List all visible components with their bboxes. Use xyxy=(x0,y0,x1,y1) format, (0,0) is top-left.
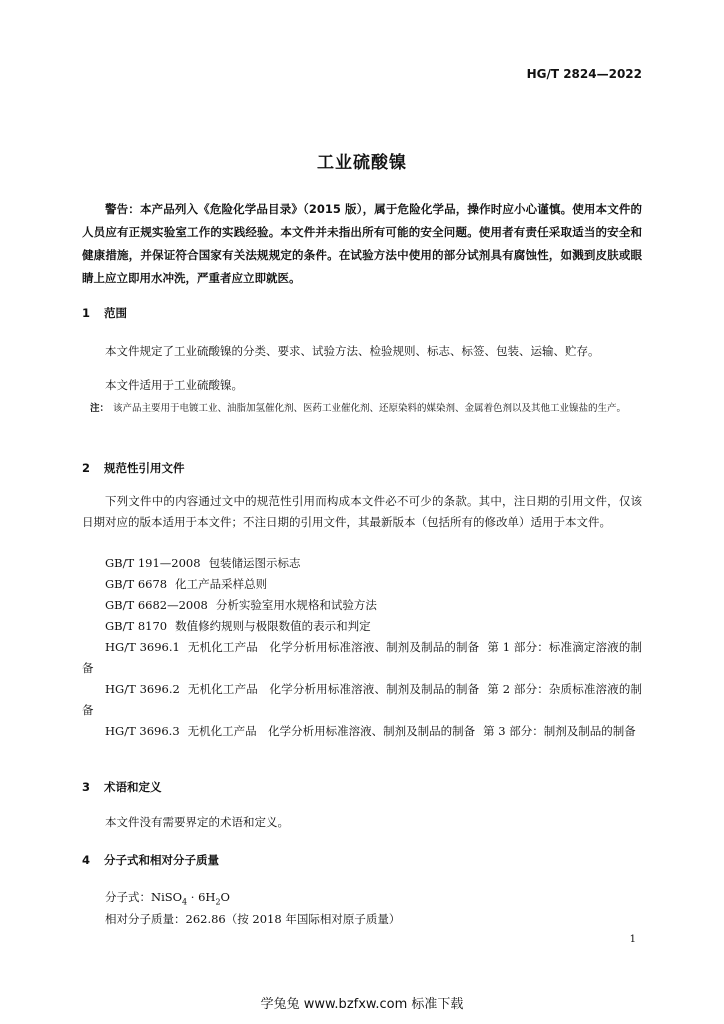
scope-paragraph-2: 本文件适用于工业硫酸镍。 xyxy=(105,378,243,392)
reference-item: GB/T 8170 数值修约规则与极限数值的表示和判定 xyxy=(105,619,371,633)
reference-item: HG/T 3696.2 无机化工产品 化学分析用标准溶液、制剂及制品的制备 第 2 部分：杂质标准溶液的制备 xyxy=(82,682,642,717)
reference-list xyxy=(82,553,642,742)
section-number: 1 xyxy=(82,306,91,320)
standard-code: HG/T 2824—2022 xyxy=(526,67,642,81)
warning-paragraph: 警告：本产品列入《危险化学品目录》（2015 版），属于危险化学品，操作时应小心谨慎。使用本文件的人员应有正规实验室工作的实践经验。本文件并未指出所有可能的安全问题。使用者有责任采取适当的安全和健康措施，并保证符合国家有关法规规定的条件。在试验方法中使用的部分试剂具有腐蚀性，如溅到皮肤或眼睛上应立即用水冲洗，严重者应立即就医。 xyxy=(82,202,642,285)
reference-item: HG/T 3696.3 无机化工产品 化学分析用标准溶液、制剂及制品的制备 第 3 部分：制剂及制品的制备 xyxy=(105,724,636,738)
reference-item: GB/T 191—2008 包装储运图示标志 xyxy=(105,556,301,570)
section-title: 分子式和相对分子质量 xyxy=(104,853,219,867)
reference-item: GB/T 6678 化工产品采样总则 xyxy=(105,577,268,591)
references-intro: 下列文件中的内容通过文中的规范性引用而构成本文件必不可少的条款。其中，注日期的引用文件，仅该日期对应的版本适用于本文件；不注日期的引用文件，其最新版本（包括所有的修改单）适用于本文件。 xyxy=(82,494,642,529)
section-3-heading xyxy=(82,779,162,795)
scope-paragraph-1: 本文件规定了工业硫酸镍的分类、要求、试验方法、检验规则、标志、标签、包装、运输、贮存。 xyxy=(105,344,600,358)
footer-watermark: 学兔兔 www.bzfxw.com 标准下载 xyxy=(260,997,464,1012)
section-number: 4 xyxy=(82,853,91,867)
section-title: 规范性引用文件 xyxy=(104,461,185,475)
molecular-formula: 分子式：NiSO$_4$ · $6H_2O$ xyxy=(105,890,230,907)
section-4-heading xyxy=(82,852,219,868)
note-text: 该产品主要用于电镀工业、油脂加氢催化剂、医药工业催化剂、还原染料的媒染剂、金属着色剂以及其他工业镍盐的生产。 xyxy=(113,403,627,414)
section-number: 2 xyxy=(82,461,91,475)
molecular-mass: 相对分子质量：262.86（按 2018 年国际相对原子质量） xyxy=(105,912,401,926)
terms-paragraph: 本文件没有需要界定的术语和定义。 xyxy=(105,815,289,829)
section-title: 术语和定义 xyxy=(104,780,162,794)
page-number: 1 xyxy=(629,934,636,945)
reference-item: GB/T 6682—2008 分析实验室用水规格和试验方法 xyxy=(105,598,377,612)
section-number: 3 xyxy=(82,780,91,794)
scope-note xyxy=(82,399,642,418)
document-title: 工业硫酸镍 xyxy=(317,153,407,173)
section-2-heading xyxy=(82,460,185,476)
note-label: 注： xyxy=(90,403,110,414)
reference-item: HG/T 3696.1 无机化工产品 化学分析用标准溶液、制剂及制品的制备 第 1 部分：标准滴定溶液的制备 xyxy=(82,640,642,675)
section-1-heading xyxy=(82,305,127,321)
section-title: 范围 xyxy=(104,306,127,320)
